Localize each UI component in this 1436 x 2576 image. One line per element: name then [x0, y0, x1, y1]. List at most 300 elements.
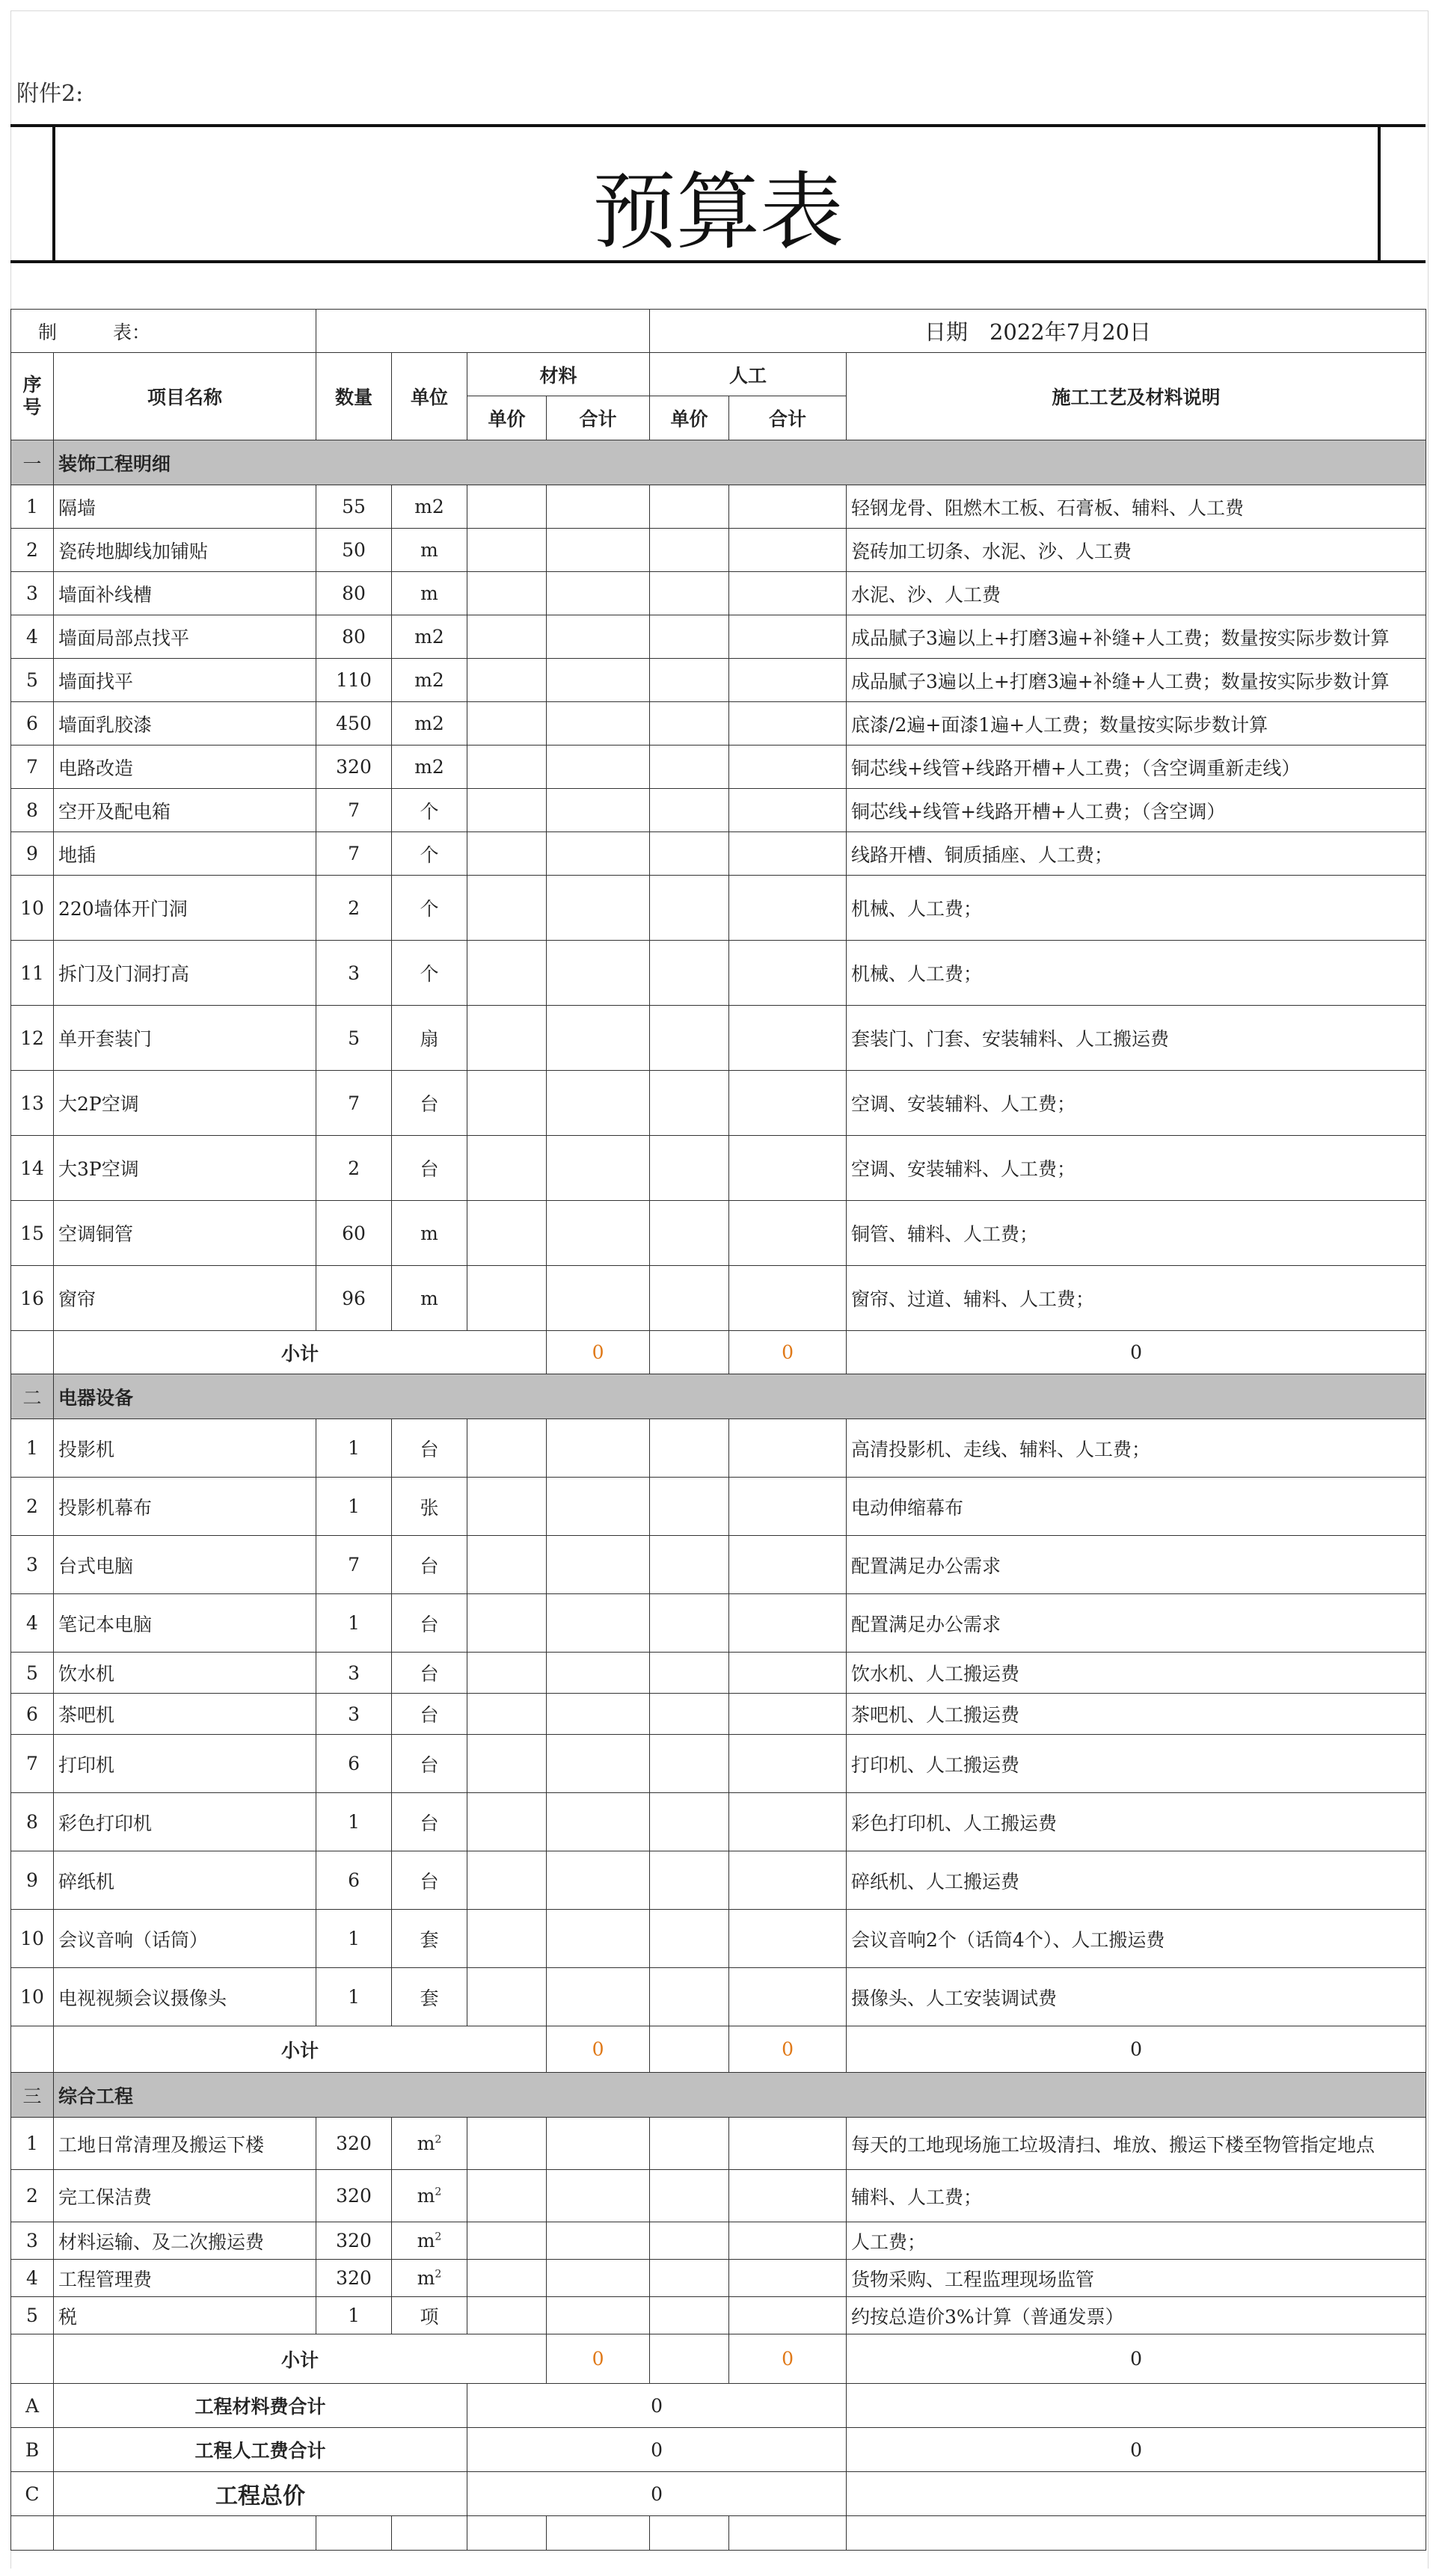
labor-total	[729, 485, 847, 529]
item-name: 瓷砖地脚线加铺贴	[54, 529, 316, 572]
material-unit-price	[467, 485, 547, 529]
item-quantity: 7	[316, 1071, 392, 1136]
item-unit: 个	[392, 941, 467, 1006]
date-label: 日期 2022年7月20日	[650, 310, 1426, 353]
col-material-header: 材料	[467, 353, 650, 396]
labor-unit-price	[650, 1910, 729, 1968]
labor-unit-price	[650, 1793, 729, 1851]
material-total	[547, 1071, 650, 1136]
item-number: 1	[11, 1419, 54, 1478]
item-quantity: 55	[316, 485, 392, 529]
subtotal-material: 0	[547, 2334, 650, 2384]
item-quantity: 320	[316, 2170, 392, 2222]
item-quantity: 320	[316, 746, 392, 789]
material-unit-price	[467, 2118, 547, 2170]
total-value: 0	[467, 2472, 847, 2516]
item-row	[11, 1735, 1426, 1793]
maker-label: 制 表：	[11, 310, 316, 353]
item-row	[11, 1006, 1426, 1071]
item-row	[11, 832, 1426, 876]
labor-unit-price	[650, 572, 729, 615]
item-description: 会议音响2个（话筒4个）、人工搬运费	[847, 1910, 1426, 1968]
section-title: 装饰工程明细	[54, 440, 1426, 485]
material-total	[547, 1478, 650, 1536]
item-name: 大2P空调	[54, 1071, 316, 1136]
labor-unit-price	[650, 1478, 729, 1536]
item-number: 11	[11, 941, 54, 1006]
subtotal-row	[11, 2026, 1426, 2073]
item-row	[11, 1968, 1426, 2026]
labor-total	[729, 1793, 847, 1851]
item-name: 拆门及门洞打高	[54, 941, 316, 1006]
labor-unit-price	[650, 1968, 729, 2026]
total-extra: 0	[847, 2428, 1426, 2472]
item-name: 茶吧机	[54, 1694, 316, 1735]
item-name: 空开及配电箱	[54, 789, 316, 832]
item-name: 完工保洁费	[54, 2170, 316, 2222]
empty-cell	[11, 2516, 54, 2551]
item-description: 成品腻子3遍以上+打磨3遍+补缝+人工费；数量按实际步数计算	[847, 659, 1426, 702]
empty-cell	[547, 2516, 650, 2551]
labor-unit-price	[650, 2170, 729, 2222]
total-label: 工程人工费合计	[54, 2428, 467, 2472]
material-total	[547, 1136, 650, 1201]
item-number: 5	[11, 2297, 54, 2334]
labor-unit-price	[650, 789, 729, 832]
item-unit-text: m	[417, 2267, 435, 2289]
section-number: 三	[11, 2073, 54, 2118]
item-quantity: 96	[316, 1266, 392, 1331]
labor-unit-price	[650, 876, 729, 941]
unit-superscript: 2	[435, 2186, 442, 2198]
labor-total	[729, 1653, 847, 1694]
item-name: 电视视频会议摄像头	[54, 1968, 316, 2026]
empty-cell	[467, 2516, 547, 2551]
item-row	[11, 2170, 1426, 2222]
item-description: 高清投影机、走线、辅料、人工费；	[847, 1419, 1426, 1478]
material-total	[547, 832, 650, 876]
labor-total	[729, 941, 847, 1006]
labor-total	[729, 572, 847, 615]
material-total	[547, 615, 650, 659]
material-total	[547, 702, 650, 746]
labor-unit-price	[650, 746, 729, 789]
item-quantity: 1	[316, 1968, 392, 2026]
subtotal-blank	[11, 1331, 54, 1374]
item-unit: m	[392, 1201, 467, 1266]
empty-cell	[392, 2516, 467, 2551]
item-description: 机械、人工费；	[847, 876, 1426, 941]
item-description: 成品腻子3遍以上+打磨3遍+补缝+人工费；数量按实际步数计算	[847, 615, 1426, 659]
item-number: 1	[11, 485, 54, 529]
item-number: 13	[11, 1071, 54, 1136]
empty-trailing-row	[11, 2516, 1426, 2551]
item-row	[11, 1793, 1426, 1851]
subtotal-material: 0	[547, 2026, 650, 2073]
empty-cell	[729, 2516, 847, 2551]
item-unit: 台	[392, 1851, 467, 1910]
item-name: 工程管理费	[54, 2260, 316, 2297]
item-row	[11, 572, 1426, 615]
subtotal-label: 小计	[54, 1331, 547, 1374]
item-quantity: 1	[316, 1419, 392, 1478]
material-total-header: 合计	[547, 396, 650, 440]
item-description: 配置满足办公需求	[847, 1594, 1426, 1653]
item-description: 人工费；	[847, 2222, 1426, 2260]
item-unit: 台	[392, 1536, 467, 1594]
material-total	[547, 529, 650, 572]
labor-unit-price	[650, 1594, 729, 1653]
item-name: 墙面找平	[54, 659, 316, 702]
material-total	[547, 1910, 650, 1968]
material-unit-price	[467, 1478, 547, 1536]
item-unit: 台	[392, 1071, 467, 1136]
empty-cell	[316, 2516, 392, 2551]
item-unit: 台	[392, 1136, 467, 1201]
item-unit: m2	[392, 659, 467, 702]
labor-total	[729, 2260, 847, 2297]
item-name: 隔墙	[54, 485, 316, 529]
item-number: 6	[11, 1694, 54, 1735]
material-total	[547, 2118, 650, 2170]
material-total	[547, 1968, 650, 2026]
item-unit: 扇	[392, 1006, 467, 1071]
item-unit: m2	[392, 702, 467, 746]
material-unit-price	[467, 1266, 547, 1331]
item-unit: 台	[392, 1735, 467, 1793]
item-quantity: 1	[316, 2297, 392, 2334]
material-unit-price	[467, 529, 547, 572]
item-row	[11, 1478, 1426, 1536]
material-unit-price	[467, 1735, 547, 1793]
item-quantity: 3	[316, 1694, 392, 1735]
title-banner	[10, 124, 1426, 263]
labor-total	[729, 789, 847, 832]
item-number: 2	[11, 2170, 54, 2222]
material-total	[547, 1536, 650, 1594]
item-name: 工地日常清理及搬运下楼	[54, 2118, 316, 2170]
item-quantity: 2	[316, 1136, 392, 1201]
item-description: 空调、安装辅料、人工费；	[847, 1136, 1426, 1201]
item-unit: 台	[392, 1419, 467, 1478]
budget-table	[10, 309, 1426, 2551]
item-name: 墙面乳胶漆	[54, 702, 316, 746]
labor-total	[729, 1536, 847, 1594]
labor-total	[729, 2170, 847, 2222]
material-total	[547, 2297, 650, 2334]
col-qty-header: 数量	[316, 353, 392, 440]
item-unit: m	[392, 572, 467, 615]
material-unit-price	[467, 1793, 547, 1851]
item-quantity: 5	[316, 1006, 392, 1071]
maker-value	[316, 310, 650, 353]
labor-unit-price	[650, 1653, 729, 1694]
item-number: 8	[11, 789, 54, 832]
item-description: 水泥、沙、人工费	[847, 572, 1426, 615]
item-row	[11, 1594, 1426, 1653]
header-row-1	[11, 353, 1426, 396]
item-unit: 台	[392, 1653, 467, 1694]
item-row	[11, 485, 1426, 529]
item-name: 彩色打印机	[54, 1793, 316, 1851]
item-row	[11, 1266, 1426, 1331]
labor-unit-price	[650, 615, 729, 659]
labor-total	[729, 832, 847, 876]
item-description: 彩色打印机、人工搬运费	[847, 1793, 1426, 1851]
material-unit-price	[467, 876, 547, 941]
material-total	[547, 1735, 650, 1793]
item-quantity: 7	[316, 1536, 392, 1594]
item-number: 5	[11, 659, 54, 702]
material-total	[547, 485, 650, 529]
section-number: 二	[11, 1374, 54, 1419]
item-number: 5	[11, 1653, 54, 1694]
item-unit	[392, 2170, 467, 2222]
empty-cell	[54, 2516, 316, 2551]
item-unit: 台	[392, 1793, 467, 1851]
material-unit-price	[467, 1851, 547, 1910]
item-name: 墙面局部点找平	[54, 615, 316, 659]
item-unit: m2	[392, 485, 467, 529]
total-extra	[847, 2384, 1426, 2428]
item-quantity: 1	[316, 1793, 392, 1851]
item-quantity: 7	[316, 832, 392, 876]
unit-superscript: 2	[435, 2133, 442, 2146]
labor-unit-price	[650, 1851, 729, 1910]
item-unit-text: m	[417, 2185, 435, 2207]
labor-unit-price	[650, 832, 729, 876]
item-name: 墙面补线槽	[54, 572, 316, 615]
labor-total	[729, 746, 847, 789]
subtotal-row	[11, 2334, 1426, 2384]
labor-total	[729, 1851, 847, 1910]
material-total	[547, 1594, 650, 1653]
item-number: 3	[11, 2222, 54, 2260]
item-name: 空调铜管	[54, 1201, 316, 1266]
item-description: 窗帘、过道、辅料、人工费；	[847, 1266, 1426, 1331]
section-title: 电器设备	[54, 1374, 1426, 1419]
item-unit: 张	[392, 1478, 467, 1536]
item-description: 货物采购、工程监理现场监管	[847, 2260, 1426, 2297]
item-number: 2	[11, 529, 54, 572]
item-quantity: 320	[316, 2222, 392, 2260]
labor-total	[729, 876, 847, 941]
item-quantity: 80	[316, 572, 392, 615]
labor-unit-price	[650, 1006, 729, 1071]
item-quantity: 6	[316, 1735, 392, 1793]
item-description: 摄像头、人工安装调试费	[847, 1968, 1426, 2026]
item-quantity: 1	[316, 1910, 392, 1968]
item-row	[11, 746, 1426, 789]
item-description: 约按总造价3%计算（普通发票）	[847, 2297, 1426, 2334]
item-row	[11, 1653, 1426, 1694]
material-total	[547, 659, 650, 702]
item-row	[11, 1071, 1426, 1136]
material-unit-price	[467, 659, 547, 702]
labor-unit-price	[650, 941, 729, 1006]
item-row	[11, 2260, 1426, 2297]
budget-table-body	[11, 310, 1426, 2551]
material-total	[547, 2170, 650, 2222]
item-name: 台式电脑	[54, 1536, 316, 1594]
col-name-header: 项目名称	[54, 353, 316, 440]
labor-total	[729, 1419, 847, 1478]
item-row	[11, 2297, 1426, 2334]
material-unit-price	[467, 1968, 547, 2026]
item-row	[11, 615, 1426, 659]
item-unit: 台	[392, 1694, 467, 1735]
item-number: 4	[11, 1594, 54, 1653]
item-row	[11, 1536, 1426, 1594]
material-total	[547, 941, 650, 1006]
attachment-label: 附件2:	[16, 81, 84, 107]
item-row	[11, 789, 1426, 832]
subtotal-total: 0	[847, 2026, 1426, 2073]
material-total	[547, 1006, 650, 1071]
labor-unit-price	[650, 1201, 729, 1266]
item-row	[11, 941, 1426, 1006]
subtotal-labor: 0	[729, 2026, 847, 2073]
labor-total-header: 合计	[729, 396, 847, 440]
material-total	[547, 1694, 650, 1735]
grand-total-row	[11, 2384, 1426, 2428]
item-description: 铜芯线+线管+线路开槽+人工费；（含空调重新走线）	[847, 746, 1426, 789]
unit-superscript: 2	[435, 2268, 442, 2281]
item-quantity: 320	[316, 2260, 392, 2297]
item-name: 打印机	[54, 1735, 316, 1793]
item-unit: 项	[392, 2297, 467, 2334]
total-value: 0	[467, 2428, 847, 2472]
labor-unit-price	[650, 485, 729, 529]
material-total	[547, 789, 650, 832]
item-name: 大3P空调	[54, 1136, 316, 1201]
section-header-row	[11, 2073, 1426, 2118]
labor-unit-price	[650, 1071, 729, 1136]
subtotal-row	[11, 1331, 1426, 1374]
subtotal-labor: 0	[729, 1331, 847, 1374]
item-number: 12	[11, 1006, 54, 1071]
total-value: 0	[467, 2384, 847, 2428]
total-code: B	[11, 2428, 54, 2472]
labor-total	[729, 1968, 847, 2026]
material-total	[547, 1419, 650, 1478]
section-header-row	[11, 1374, 1426, 1419]
subtotal-blank-2	[650, 1331, 729, 1374]
item-quantity: 6	[316, 1851, 392, 1910]
col-unit-header: 单位	[392, 353, 467, 440]
item-description: 底漆/2遍+面漆1遍+人工费；数量按实际步数计算	[847, 702, 1426, 746]
item-name: 饮水机	[54, 1653, 316, 1694]
total-code: C	[11, 2472, 54, 2516]
material-total	[547, 2222, 650, 2260]
section-number: 一	[11, 440, 54, 485]
labor-unit-price	[650, 659, 729, 702]
total-label: 工程总价	[54, 2472, 467, 2516]
labor-total	[729, 1266, 847, 1331]
section-title: 综合工程	[54, 2073, 1426, 2118]
item-description: 打印机、人工搬运费	[847, 1735, 1426, 1793]
total-code: A	[11, 2384, 54, 2428]
item-number: 9	[11, 1851, 54, 1910]
labor-unit-price	[650, 2222, 729, 2260]
labor-unit-price	[650, 1136, 729, 1201]
item-description: 配置满足办公需求	[847, 1536, 1426, 1594]
item-number: 15	[11, 1201, 54, 1266]
labor-total	[729, 615, 847, 659]
item-description: 辅料、人工费；	[847, 2170, 1426, 2222]
item-name: 税	[54, 2297, 316, 2334]
item-name: 地插	[54, 832, 316, 876]
material-unit-price	[467, 572, 547, 615]
item-number: 10	[11, 1968, 54, 2026]
item-quantity: 60	[316, 1201, 392, 1266]
item-unit	[392, 2260, 467, 2297]
item-unit: 个	[392, 876, 467, 941]
item-row	[11, 1419, 1426, 1478]
item-unit	[392, 2222, 467, 2260]
material-unit-price-header: 单价	[467, 396, 547, 440]
item-unit: m2	[392, 746, 467, 789]
material-unit-price	[467, 1201, 547, 1266]
item-row	[11, 529, 1426, 572]
item-quantity: 450	[316, 702, 392, 746]
material-total	[547, 746, 650, 789]
item-description: 机械、人工费；	[847, 941, 1426, 1006]
item-number: 7	[11, 1735, 54, 1793]
material-unit-price	[467, 2260, 547, 2297]
subtotal-blank	[11, 2334, 54, 2384]
subtotal-material: 0	[547, 1331, 650, 1374]
col-labor-header: 人工	[650, 353, 847, 396]
material-unit-price	[467, 2297, 547, 2334]
section-header-row	[11, 440, 1426, 485]
item-unit: 台	[392, 1594, 467, 1653]
item-unit: 个	[392, 789, 467, 832]
labor-unit-price	[650, 529, 729, 572]
item-unit-text: m	[417, 2230, 435, 2251]
item-row	[11, 876, 1426, 941]
subtotal-blank	[11, 2026, 54, 2073]
item-unit: 套	[392, 1968, 467, 2026]
item-quantity: 320	[316, 2118, 392, 2170]
subtotal-labor: 0	[729, 2334, 847, 2384]
item-description: 碎纸机、人工搬运费	[847, 1851, 1426, 1910]
item-quantity: 80	[316, 615, 392, 659]
total-label: 工程材料费合计	[54, 2384, 467, 2428]
labor-total	[729, 1594, 847, 1653]
material-total	[547, 2260, 650, 2297]
labor-total	[729, 1735, 847, 1793]
material-unit-price	[467, 1910, 547, 1968]
material-total	[547, 1793, 650, 1851]
labor-total	[729, 2118, 847, 2170]
item-name: 窗帘	[54, 1266, 316, 1331]
item-unit: m2	[392, 615, 467, 659]
labor-total	[729, 2222, 847, 2260]
material-total	[547, 572, 650, 615]
item-unit: m	[392, 529, 467, 572]
material-total	[547, 1201, 650, 1266]
item-description: 线路开槽、铜质插座、人工费；	[847, 832, 1426, 876]
header-maker-row	[11, 310, 1426, 353]
material-unit-price	[467, 1653, 547, 1694]
item-name: 电路改造	[54, 746, 316, 789]
item-number: 14	[11, 1136, 54, 1201]
labor-total	[729, 659, 847, 702]
material-unit-price	[467, 1536, 547, 1594]
item-row	[11, 1201, 1426, 1266]
item-unit	[392, 2118, 467, 2170]
